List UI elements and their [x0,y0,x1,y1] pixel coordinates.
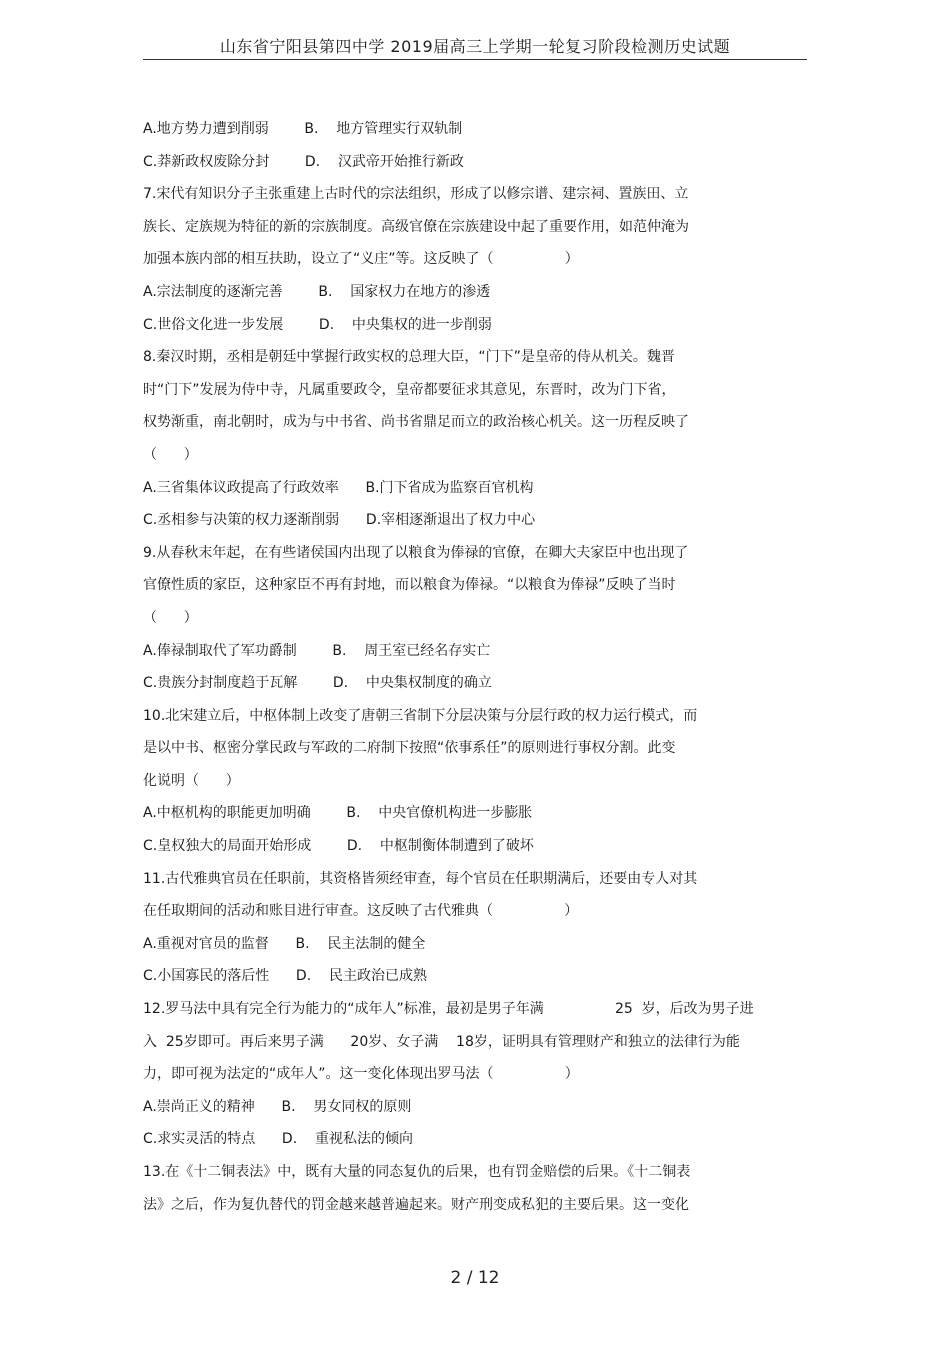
text-line: 9.从春秋末年起，在有些诸侯国内出现了以粮食为俸禄的官僚，在卿大夫家臣中也出现了 [143,544,689,561]
text-line: C.莽新政权废除分封 D. 汉武帝开始推行新政 [143,153,464,170]
text-line: 官僚性质的家臣，这种家臣不再有封地，而以粮食为俸禄。“以粮食为俸禄”反映了当时 [143,577,676,594]
text-line: 10.北宋建立后，中枢体制上改变了唐朝三省制下分层决策与分层行政的权力运行模式，而 [143,707,698,724]
text-line: 是以中书、枢密分掌民政与军政的二府制下按照“依事系任”的原则进行事权分割。此变 [143,740,676,757]
text-line: A.重视对官员的监督 B. 民主法制的健全 [143,935,426,952]
text-line: A.宗法制度的逐渐完善 B. 国家权力在地方的渗透 [143,283,491,300]
text-line: 法》之后，作为复仇替代的罚金越来越普遍起来。财产刑变成私犯的主要后果。这一变化 [143,1196,689,1213]
text-line: 8.秦汉时期，丞相是朝廷中掌握行政实权的总理大臣，“门下”是皇帝的侍从机关。魏晋 [143,349,675,366]
page-number: 2 / 12 [450,1268,500,1288]
text-line: 7.宋代有知识分子主张重建上古时代的宗法组织，形成了以修宗谱、建宗祠、置族田、立 [143,186,689,203]
text-line: 权势渐重，南北朝时，成为与中书省、尚书省鼎足而立的政治核心机关。这一历程反映了 [143,414,689,431]
text-line: （ ） [143,609,198,626]
document-body [143,113,793,1221]
text-line: （ ） [143,446,198,463]
text-line: 族长、定族规为特征的新的宗族制度。高级官僚在宗族建设中起了重要作用，如范仲淹为 [143,218,689,235]
text-line: C.贵族分封制度趋于瓦解 D. 中央集权制度的确立 [143,675,492,692]
text-line: 加强本族内部的相互扶助，设立了“义庄”等。这反映了（ ） [143,251,579,268]
text-line: C.求实灵活的特点 D. 重视私法的倾向 [143,1131,413,1148]
text-line: 时“门下”发展为侍中寺，凡属重要政令，皇帝都要征求其意见，东晋时，改为门下省， [143,381,676,398]
text-line: 力，即可视为法定的“成年人”。这一变化体现出罗马法（ ） [143,1066,579,1083]
text-line: 12.罗马法中具有完全行为能力的“成年人”标准，最初是男子年满 25 岁，后改为男子进 [143,1001,754,1018]
text-line: A.中枢机构的职能更加明确 B. 中央官僚机构进一步膨胀 [143,805,533,822]
text-line: A.地方势力遭到削弱 B. 地方管理实行双轨制 [143,121,463,137]
text-line: 11.古代雅典官员在任职前，其资格皆须经审查，每个官员在任职期满后，还要由专人对其 [143,870,698,887]
header-divider [143,59,807,60]
text-line: 化说明（ ） [143,772,240,789]
text-line: C.丞相参与决策的权力逐渐削弱 D.宰相逐渐退出了权力中心 [143,512,536,529]
text-line: 入 25岁即可。再后来男子满 20岁、女子满 18岁，证明具有管理财产和独立的法律行为能 [143,1033,740,1050]
text-line: C.皇权独大的局面开始形成 D. 中枢制衡体制遭到了破坏 [143,838,534,855]
text-line: 在任取期间的活动和账目进行审查。这反映了古代雅典（ ） [143,903,579,920]
text-line: A.崇尚正义的精神 B. 男女同权的原则 [143,1098,412,1115]
text-line: C.小国寡民的落后性 D. 民主政治已成熟 [143,968,427,985]
text-line: A.三省集体议政提高了行政效率 B.门下省成为监察百官机构 [143,479,534,496]
text-line: 13.在《十二铜表法》中，既有大量的同态复仇的后果，也有罚金赔偿的后果。《十二铜表 [143,1164,691,1180]
page-header: 山东省宁阳县第四中学 2019届高三上学期一轮复习阶段检测历史试题 [219,37,731,56]
text-line: A.俸禄制取代了军功爵制 B. 周王室已经名存实亡 [143,642,491,659]
text-line: C.世俗文化进一步发展 D. 中央集权的进一步削弱 [143,316,492,333]
